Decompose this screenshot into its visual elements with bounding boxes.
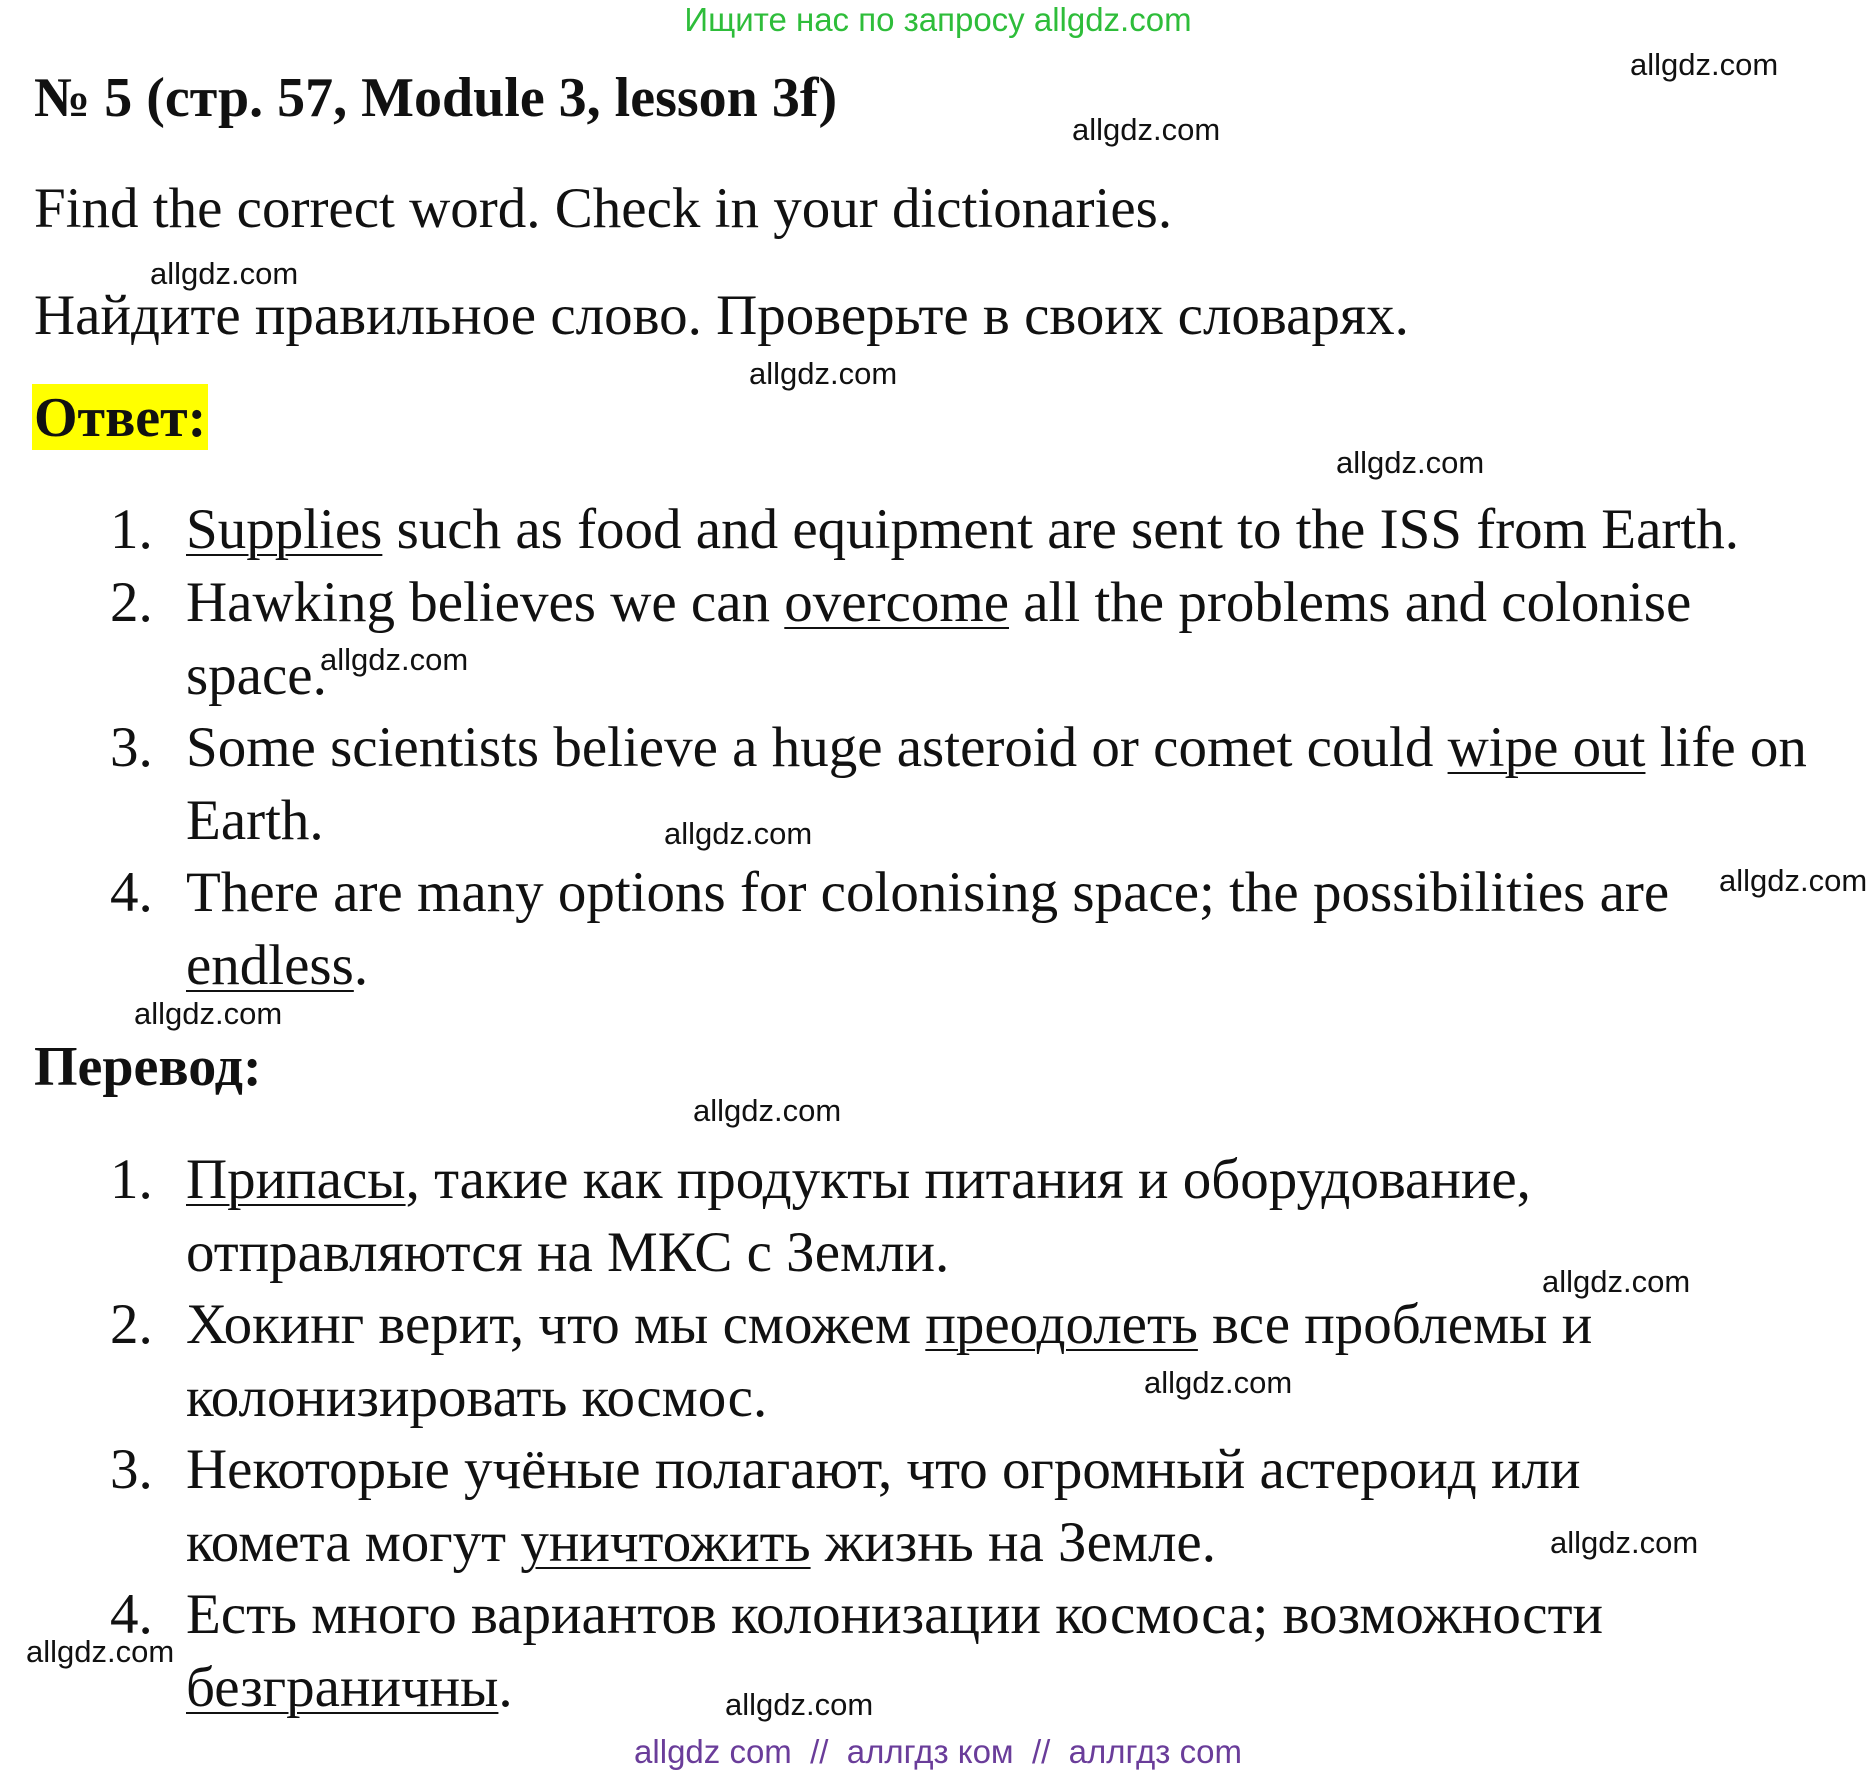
watermark: allgdz.com [725,1687,874,1722]
watermark: allgdz.com [693,1093,842,1128]
watermark: allgdz.com [1630,47,1779,82]
translation-word: преодолеть [925,1293,1198,1356]
translation-text-before: Некоторые учёные полагают, что огромный астероид или комета могут [186,1438,1581,1574]
watermark: allgdz.com [1144,1365,1293,1400]
answer-text-before: Hawking believes we can [186,571,785,634]
translation-word: Припасы [186,1148,406,1211]
watermark: allgdz.com [150,256,299,291]
answer-text-after: all the problems and colonise space. [186,571,1692,707]
answer-text-after: such as food and equipment are sent to the ISS from Earth. [382,498,1739,561]
footer-links[interactable]: allgdz com // аллгдз ком // аллгдз com [634,1733,1242,1770]
watermark: allgdz.com [320,642,469,677]
watermark: allgdz.com [1550,1525,1699,1560]
answer-text-after: life on Earth. [186,716,1807,852]
answer-text-before: There are many options for colonising space; the possibilities are [186,861,1670,924]
answer-item-4 [110,856,1790,1002]
translation-text-after: , такие как продукты питания и оборудование, отправляются на МКС с Земли. [186,1148,1531,1284]
list-number: 4. [110,1583,153,1646]
answer-word: endless [186,934,354,997]
translation-text-before: Хокинг верит, что мы сможем [186,1293,926,1356]
watermark: allgdz.com [664,816,813,851]
list-number: 1. [110,498,153,561]
translation-item-4 [110,1578,1690,1724]
watermark: allgdz.com [1719,863,1868,898]
translation-item-2 [110,1288,1690,1434]
answer-word: overcome [784,571,1009,634]
translation-heading: Перевод: [34,1036,262,1098]
watermark: allgdz.com [1072,112,1221,147]
answer-item-1 [110,493,1870,566]
translation-text-after: жизнь на Земле. [810,1511,1216,1574]
list-number: 2. [110,1293,153,1356]
translation-text-before: Есть много вариантов колонизации космоса; возможности [186,1583,1604,1646]
list-number: 3. [110,1438,153,1501]
list-number: 4. [110,861,153,924]
answer-word: wipe out [1447,716,1646,779]
answer-word: Supplies [186,498,383,561]
answer-text-before: Some scientists believe a huge asteroid or comet could [186,716,1448,779]
watermark: allgdz.com [749,356,898,391]
list-number: 3. [110,716,153,779]
answer-text-after: . [353,934,369,997]
list-number: 1. [110,1148,153,1211]
watermark: allgdz.com [1542,1264,1691,1299]
watermark: allgdz.com [26,1634,175,1669]
translation-text-after: . [498,1656,513,1719]
translation-text-after: все проблемы и колонизировать космос. [186,1293,1593,1429]
answer-item-3 [110,711,1830,857]
translation-item-1 [110,1143,1610,1289]
instruction-english: Find the correct word. Check in your dictionaries. [34,177,1173,240]
translation-word: безграничны [186,1656,499,1719]
translation-item-3 [110,1433,1670,1579]
exercise-title: № 5 (стр. 57, Module 3, lesson 3f) [34,67,838,129]
answer-item-2 [110,566,1790,712]
top-banner[interactable]: Ищите нас по запросу allgdz.com [684,1,1192,38]
instruction-russian: Найдите правильное слово. Проверьте в своих словарях. [34,284,1409,347]
answer-heading: Ответ: [32,384,208,450]
watermark: allgdz.com [134,996,283,1031]
watermark: allgdz.com [1336,445,1485,480]
translation-word: уничтожить [520,1511,811,1574]
list-number: 2. [110,571,153,634]
